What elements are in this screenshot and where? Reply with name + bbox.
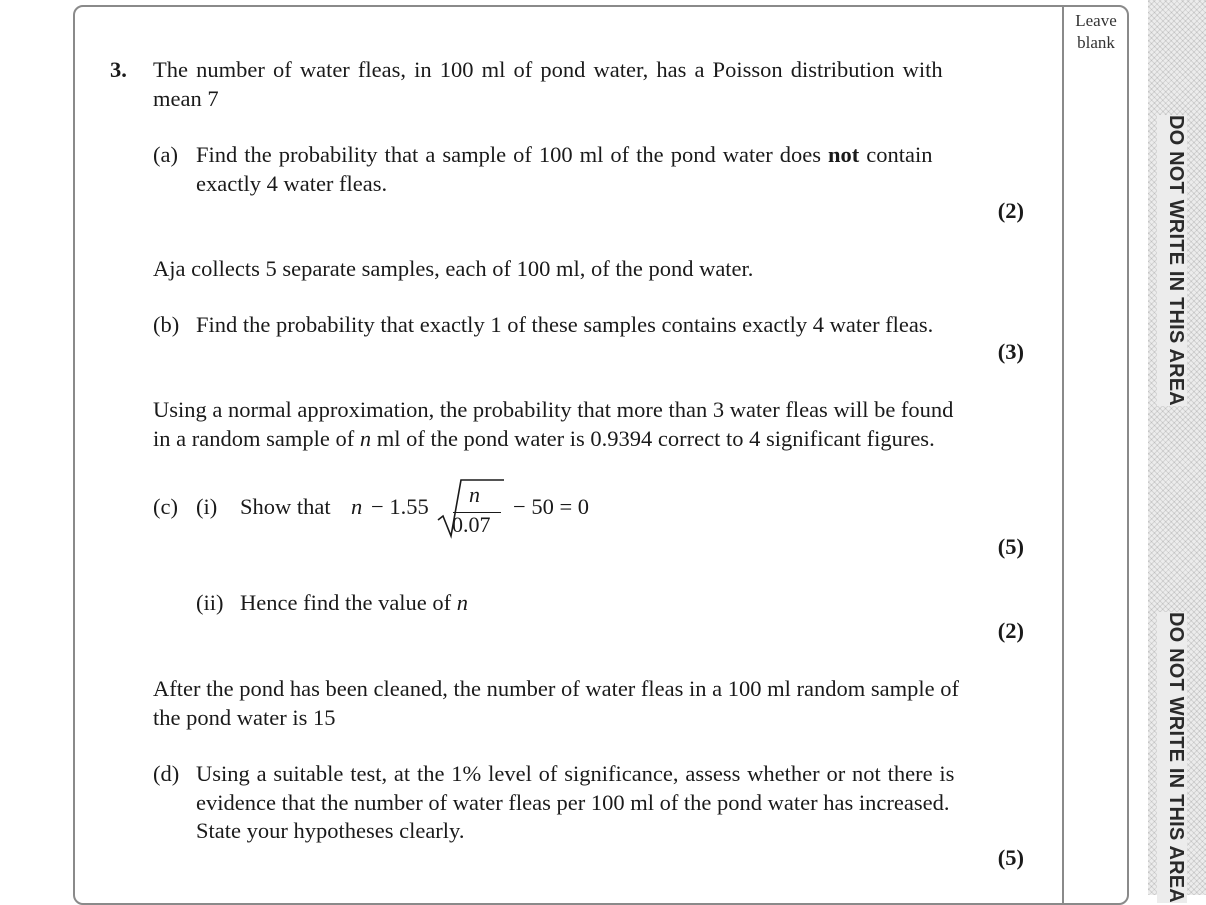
formula-coefficient: − 1.55 [371,494,429,519]
fraction-numerator: n [469,482,480,507]
part-c-label: (c) [153,494,178,519]
cleaned-line-2: the pond water is 15 [153,705,336,730]
part-d-label: (d) [153,761,180,786]
leave-blank-label [1066,10,1126,54]
part-d-line-3: State your hypotheses clearly. [196,818,465,843]
fraction-denominator: 0.07 [452,512,491,537]
part-c-i-marks: (5) [997,534,1024,559]
aja-statement: Aja collects 5 separate samples, each of 100 ml, of the pond water. [153,256,754,281]
part-a-text-after: contain [859,142,933,167]
question-intro-line-2: mean 7 [153,86,219,111]
question-number: 3. [110,57,127,82]
part-d-line-2: evidence that the number of water fleas per 100 ml of the pond water has increased. [196,790,950,815]
part-b-text: Find the probability that exactly 1 of these samples contains exactly 4 water fleas. [196,312,934,337]
normal-approx-line-2 [153,424,935,453]
part-a-label: (a) [153,142,178,167]
question-intro-line-1: The number of water fleas, in 100 ml of pond water, has a Poisson distribution with [153,57,943,82]
leave-blank-line-1: Leave [1075,11,1117,30]
leave-blank-line-2: blank [1077,33,1115,52]
part-c-ii-marks: (2) [997,618,1024,643]
normal-line-2-before: in a random sample of [153,426,360,451]
normal-line-2-after: ml of the pond water is 0.9394 correct to 4 significant figures. [371,426,935,451]
part-b-label: (b) [153,312,180,337]
part-a-marks: (2) [997,198,1024,223]
margin-divider [1062,5,1064,905]
part-a-line-2: exactly 4 water fleas. [196,171,388,196]
part-b-marks: (3) [997,339,1024,364]
show-that-text: Show that [240,494,331,519]
do-not-write-label: DO NOT WRITE IN THIS AREA [1157,612,1187,903]
formula-variable-n: n [351,494,363,519]
variable-n: n [359,426,372,451]
cleaned-line-1: After the pond has been cleaned, the number of water fleas in a 100 ml random sample of [153,676,959,701]
part-a-line-1 [196,140,933,169]
formula-tail: − 50 = 0 [513,494,590,519]
normal-approx-line-1: Using a normal approximation, the probability that more than 3 water fleas will be found [153,397,954,422]
part-c-i-label: (i) [196,494,218,519]
part-c-ii-text [240,588,468,617]
part-c-ii-label: (ii) [196,590,224,615]
part-c-ii-body: Hence find the value of [240,590,452,615]
part-d-line-1: Using a suitable test, at the 1% level of significance, assess whether or not there is [196,761,955,786]
do-not-write-label: DO NOT WRITE IN THIS AREA [1157,115,1187,406]
part-a-text-before: Find the probability that a sample of 100 ml of the pond water does [196,142,828,167]
part-a-emphasis: not [827,142,860,167]
part-d-marks: (5) [997,845,1024,870]
part-c-ii-variable: n [456,590,469,615]
